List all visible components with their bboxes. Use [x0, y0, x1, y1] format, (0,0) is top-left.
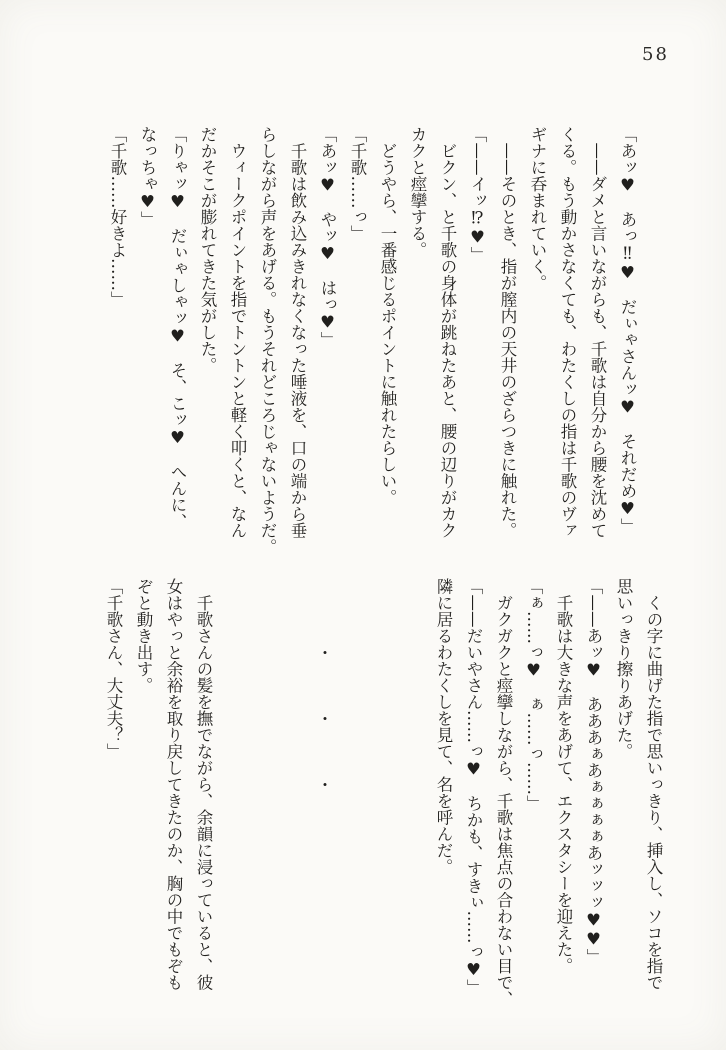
- text-column: 女はやっと余裕を取り戻してきたのか、胸の中でもぞも: [164, 578, 183, 991]
- text-column: 千歌は大きな声をあげて、エクスタシーを迎えた。: [554, 578, 573, 974]
- bottom-text-block: [98, 578, 668, 1008]
- text-column: だかそこが膨れてきた気がした。: [198, 126, 217, 374]
- text-column: カクと痙攣する。: [408, 126, 427, 258]
- text-column: 「千歌さん、大丈夫？」: [104, 578, 123, 760]
- blank-column: [338, 578, 368, 1008]
- text-column: ウィークポイントを指でトントンと軽く叩くと、なん: [228, 126, 247, 539]
- page-number: 58: [642, 44, 669, 65]
- text-column: ギナに呑まれていく。: [528, 126, 547, 291]
- top-text-block: [102, 126, 642, 556]
- blank-column: [218, 578, 248, 1008]
- text-column: 「りゃッ♥ だぃゃしゃッ♥ そ、こッ♥ へんに、: [168, 126, 187, 530]
- text-column: 「千歌……好きよ……」: [108, 126, 127, 308]
- text-column: ガクガクと痙攣しながら、千歌は焦点の合わない目で、: [494, 578, 513, 1007]
- text-column: 「——あッ♥ あああぁあぁぁぁぁあッッッ♥♥」: [584, 578, 603, 965]
- text-column: 隣に居るわたくしを見て、名を呼んだ。: [434, 578, 453, 875]
- text-column: 千歌は飲み込みきれなくなった唾液を、口の端から垂: [288, 126, 307, 539]
- blank-column: [248, 578, 278, 1008]
- text-column: なっちゃ♥」: [138, 126, 157, 228]
- text-column: 「——だいやさん……っ♥ ちかも、すきぃ……っ♥」: [464, 578, 483, 996]
- text-column: 千歌さんの髪を撫でながら、余韻に浸っていると、彼: [194, 578, 213, 991]
- text-column: ——ダメと言いながらも、千歌は自分から腰を沈めて: [588, 126, 607, 539]
- text-column: 思いっきり擦りあげた。: [614, 578, 633, 760]
- blank-column: [278, 578, 308, 1008]
- text-column: 「ぁ……っ♥ ぁ……っ……」: [524, 578, 543, 812]
- blank-column: [368, 578, 398, 1008]
- text-column: らしながら声をあげる。もうそれどころじゃないようだ。: [258, 126, 277, 555]
- text-column: くの字に曲げた指で思いっきり、挿入し、ソコを指で: [644, 578, 663, 991]
- blank-column: [398, 578, 428, 1008]
- text-column: ビクン、と千歌の身体が跳ねたあと、腰の辺りがカク: [438, 126, 457, 539]
- text-column: ぞと動き出す。: [134, 578, 153, 694]
- text-column: 「あッ♥ やッ♥ はっ♥」: [318, 126, 337, 348]
- text-column: 「——イッ⁉♥」: [468, 126, 487, 263]
- scene-break-column: ・ ・ ・: [314, 578, 333, 793]
- text-column: どうやら、一番感じるポイントに触れたらしい。: [378, 126, 397, 506]
- text-column: 「あッ♥ あっ‼♥ だぃゃさんッ♥ それだめ♥」: [618, 126, 637, 535]
- text-column: ——そのとき、指が膣内の天井のざらつきに触れた。: [498, 126, 517, 539]
- text-column: くる。もう動かさなくても、わたくしの指は千歌のヴァ: [558, 126, 577, 539]
- text-column: 「千歌……っ」: [348, 126, 367, 242]
